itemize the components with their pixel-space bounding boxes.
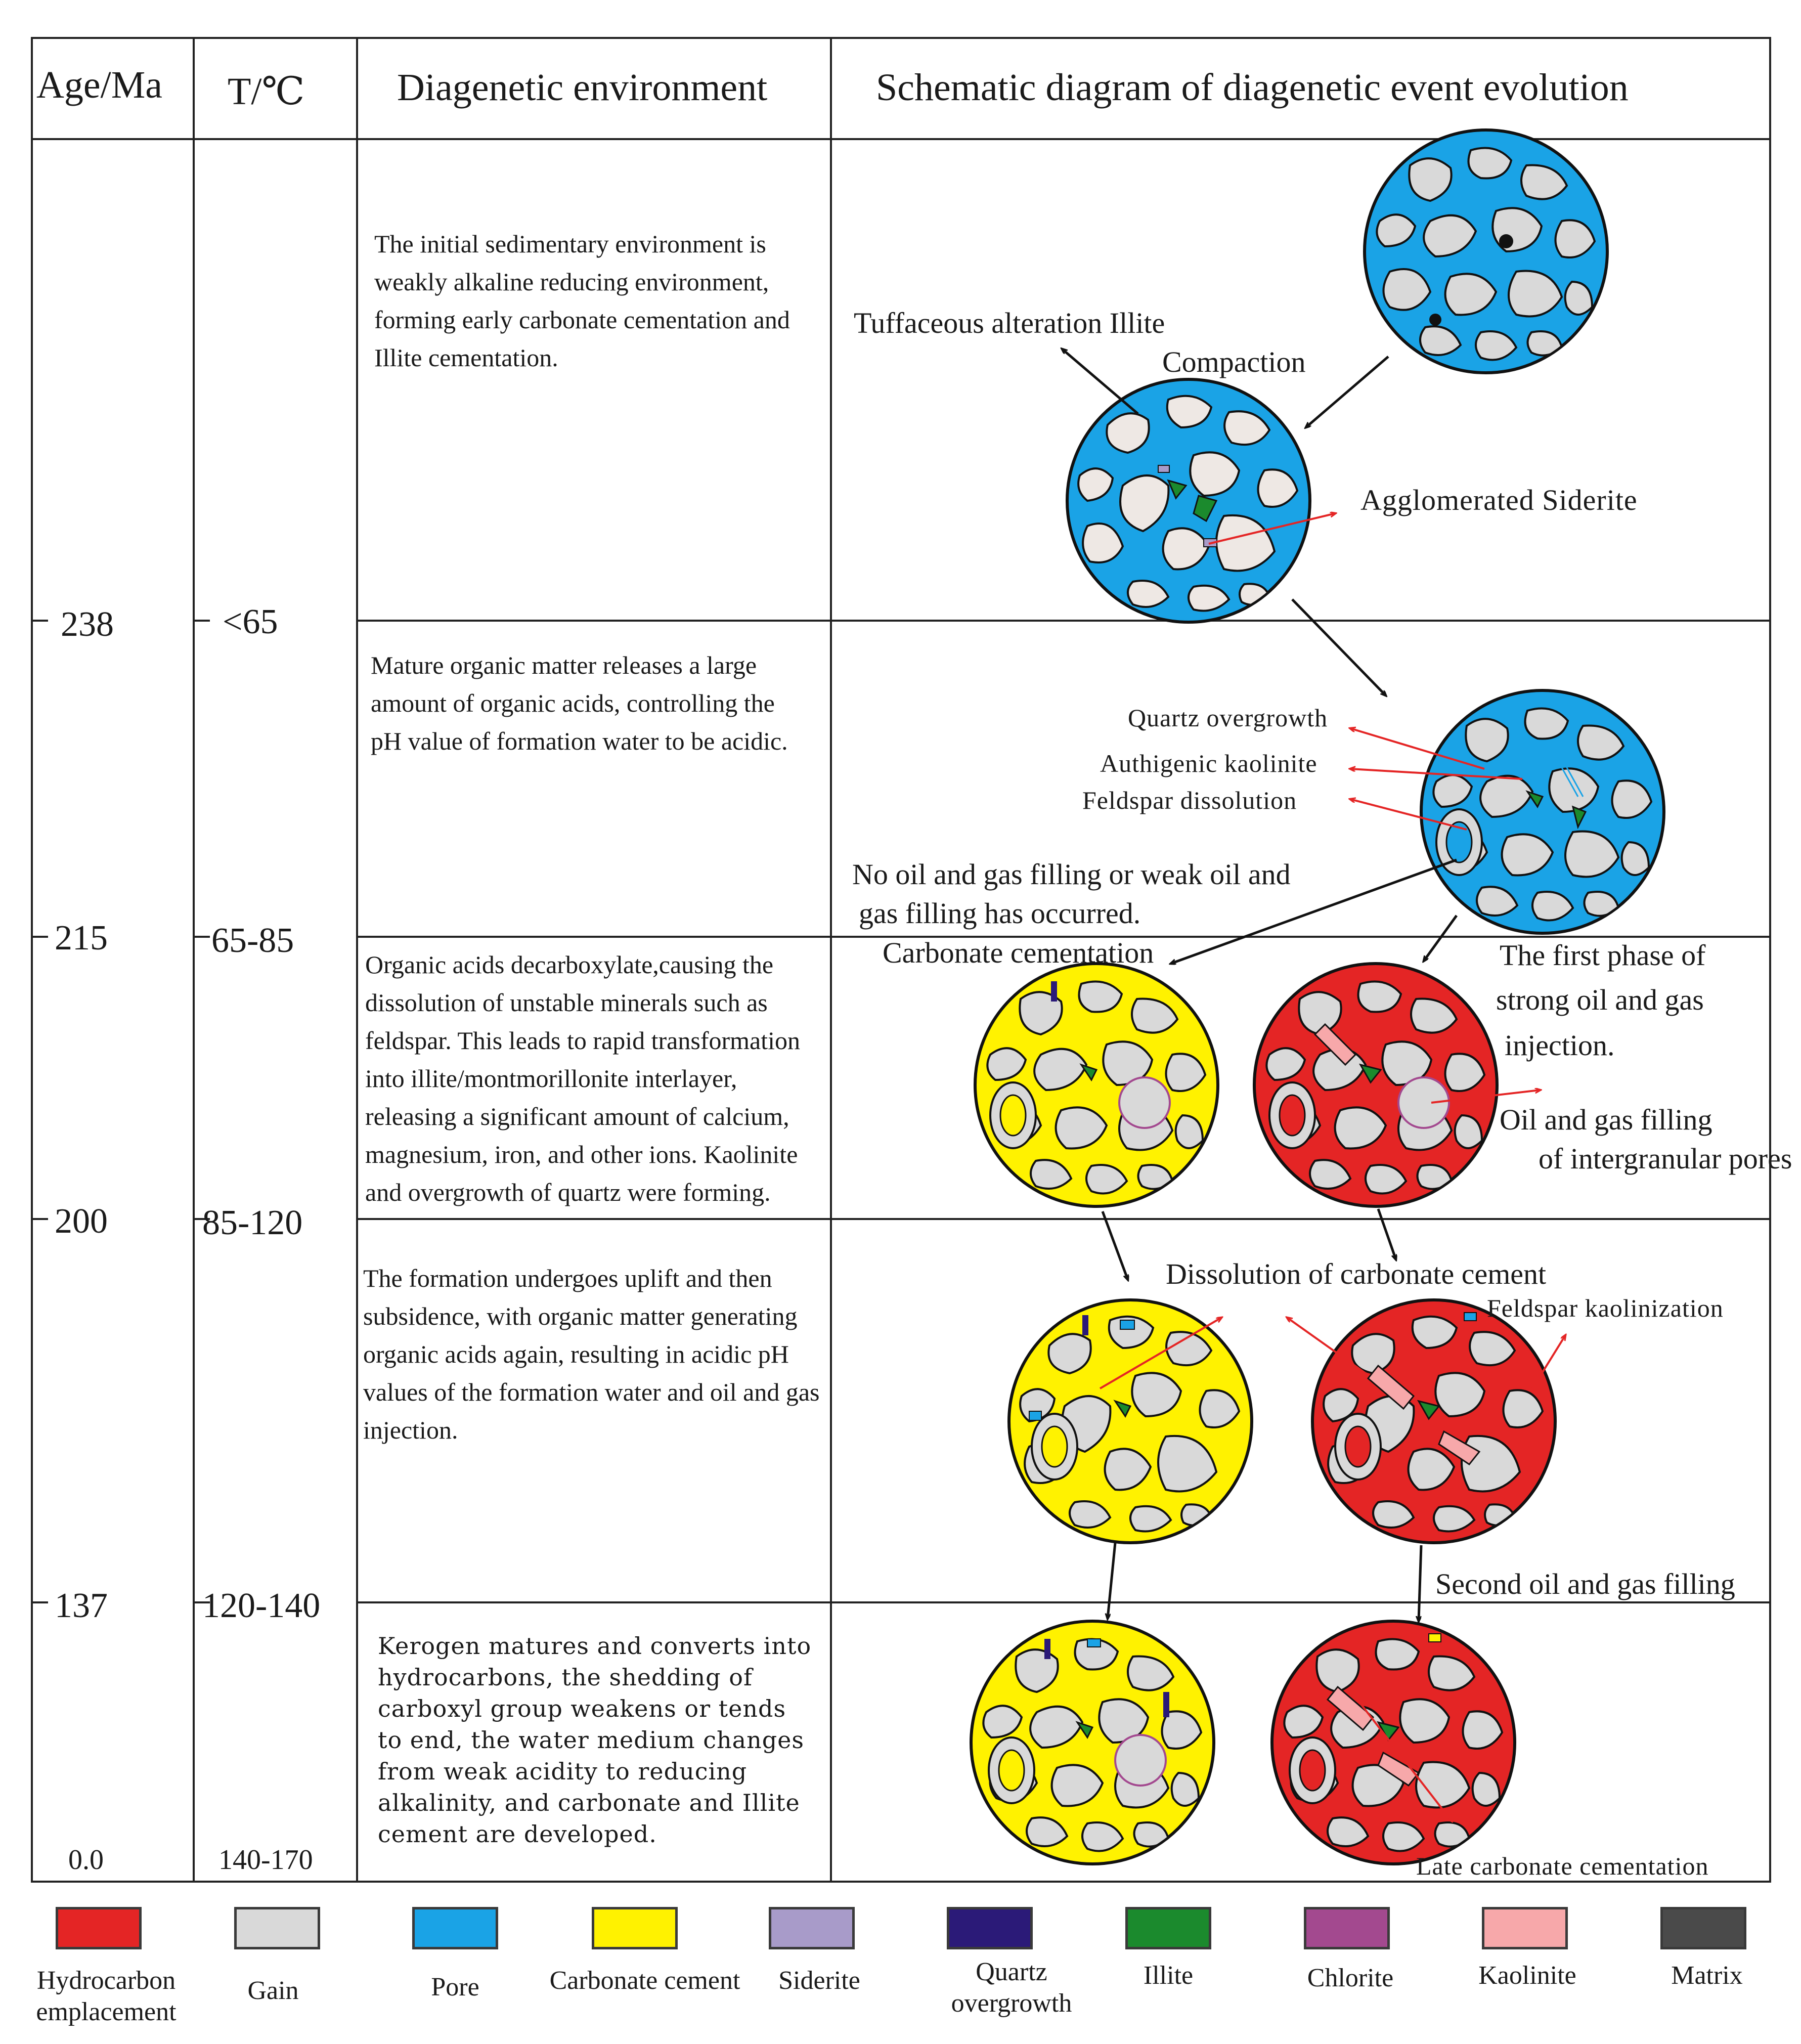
label-authigenic-kaolinite: Authigenic kaolinite <box>1100 749 1317 777</box>
stage-description: Mature organic matter releases a large amount of organic acids, controlling the pH value of formation water to be acidic. <box>371 651 788 755</box>
legend-label-kaolinite: Kaolinite <box>1478 1961 1576 1990</box>
arrow-tuffaceous <box>1062 349 1138 414</box>
arrow-red4-down <box>1419 1545 1421 1621</box>
label-no-oil-2: gas filling has occurred. <box>859 897 1141 930</box>
legend-swatch-chlorite <box>1304 1907 1390 1949</box>
label-first-phase-2: strong oil and gas <box>1496 983 1704 1016</box>
arrow-red3-down <box>1378 1209 1396 1259</box>
legend-swatch-carbonate <box>592 1907 678 1949</box>
circle-compaction <box>1067 379 1310 622</box>
legend-label-hydrocarbon: Hydrocarbon emplacement <box>36 1966 177 2026</box>
arrow-compaction <box>1306 357 1388 427</box>
arrow-yellow3-down <box>1103 1211 1128 1280</box>
header-age: Age/Ma <box>36 64 163 106</box>
label-intergranular-1: Oil and gas filling <box>1500 1103 1712 1136</box>
stage-description: The formation undergoes uplift and then subsidence, with organic matter generating organic acids again, resulting in acidic pH values of the formation water and oil and gas injection. <box>363 1264 820 1444</box>
label-compaction: Compaction <box>1162 345 1306 378</box>
label-second-filling: Second oil and gas filling <box>1435 1568 1735 1600</box>
circle-carbonate-stage3 <box>975 964 1218 1206</box>
circle-initial-sediment <box>1365 130 1607 373</box>
label-tuffaceous: Tuffaceous alteration Illite <box>854 307 1165 339</box>
label-first-phase-3: injection. <box>1505 1029 1615 1062</box>
legend-swatch-illite <box>1125 1907 1211 1949</box>
arrow-stage2 <box>1292 599 1386 695</box>
stage-description: Kerogen matures and converts into hydrocarbons, the shedding of carboxyl group weakens or tends to end, the water medium changes from weak acidity to reducing alkalinity, and carbonate and Illite cement are developed. <box>378 1632 812 1848</box>
legend-label-siderite: Siderite <box>778 1966 860 1995</box>
temp-tick: 65-85 <box>211 921 294 960</box>
label-dissolution-carbonate: Dissolution of carbonate cement <box>1166 1257 1547 1290</box>
circle-organic-acids <box>1421 690 1664 933</box>
legend-swatch-kaolinite <box>1482 1907 1568 1949</box>
legend-swatch-quartz <box>947 1907 1033 1949</box>
temp-tick: <65 <box>223 602 278 641</box>
label-late-carbonate: Late carbonate cementation <box>1416 1852 1709 1880</box>
label-siderite: Agglomerated Siderite <box>1360 484 1638 516</box>
label-first-phase-1: The first phase of <box>1500 939 1706 972</box>
legend-swatch-pore <box>412 1907 498 1949</box>
legend-swatch-siderite <box>769 1907 855 1949</box>
circle-oil-stage4 <box>1312 1300 1555 1543</box>
legend-swatch-hydrocarbon <box>56 1907 142 1949</box>
label-no-oil-1: No oil and gas filling or weak oil and <box>852 858 1291 891</box>
age-tick: 137 <box>55 1586 108 1625</box>
circle-oil-stage3 <box>1254 964 1497 1206</box>
label-quartz-overgrowth: Quartz overgrowth <box>1128 704 1328 732</box>
legend-label-chlorite: Chlorite <box>1307 1964 1394 1992</box>
header-environment: Diagenetic environment <box>397 66 768 109</box>
temp-tick: 85-120 <box>202 1203 303 1242</box>
legend-swatch-matrix <box>1660 1907 1746 1949</box>
stage-description: Organic acids decarboxylate,causing the dissolution of unstable minerals such as feldspar. This leads to rapid transformation into illite/montmorillonite interlayer, releasing a significant amount of calcium, magnesium, iron, and other ions. Kaolinite and overgrowth of quartz were forming. <box>365 950 800 1206</box>
age-tick: 0.0 <box>68 1844 104 1876</box>
temp-tick: 120-140 <box>202 1586 321 1625</box>
legend-label-gain: Gain <box>247 1976 299 2005</box>
legend-label-carbonate: Carbonate cement <box>549 1966 740 1995</box>
temp-tick: 140-170 <box>218 1844 313 1876</box>
circle-carbonate-stage4 <box>1009 1300 1252 1543</box>
label-carbonate-cementation: Carbonate cementation <box>883 936 1154 969</box>
header-diagram: Schematic diagram of diagenetic event evolution <box>876 66 1629 109</box>
legend-label-quartz: Quartz overgrowth <box>951 1958 1072 2018</box>
circle-carbonate-stage5 <box>971 1621 1214 1864</box>
label-feldspar-dissolution: Feldspar dissolution <box>1082 786 1297 814</box>
age-tick: 200 <box>55 1202 108 1241</box>
legend-swatch-gain <box>234 1907 320 1949</box>
stage-description: The initial sedimentary environment is weakly alkaline reducing environment, forming early carbonate cementation and Illite cementation. <box>374 230 790 372</box>
arrow-to-red3 <box>1424 916 1457 961</box>
legend-label-pore: Pore <box>431 1973 479 2002</box>
arrow-yellow4-down <box>1108 1543 1115 1619</box>
age-tick: 215 <box>55 919 108 958</box>
label-feldspar-kaolinization: Feldspar kaolinization <box>1487 1294 1724 1322</box>
label-intergranular-2: of intergranular pores <box>1539 1142 1792 1175</box>
legend-label-matrix: Matrix <box>1671 1961 1743 1990</box>
circle-oil-stage5 <box>1272 1621 1515 1864</box>
age-tick: 238 <box>61 605 114 644</box>
header-temp: T/℃ <box>228 70 305 113</box>
legend-label-illite: Illite <box>1143 1961 1194 1990</box>
